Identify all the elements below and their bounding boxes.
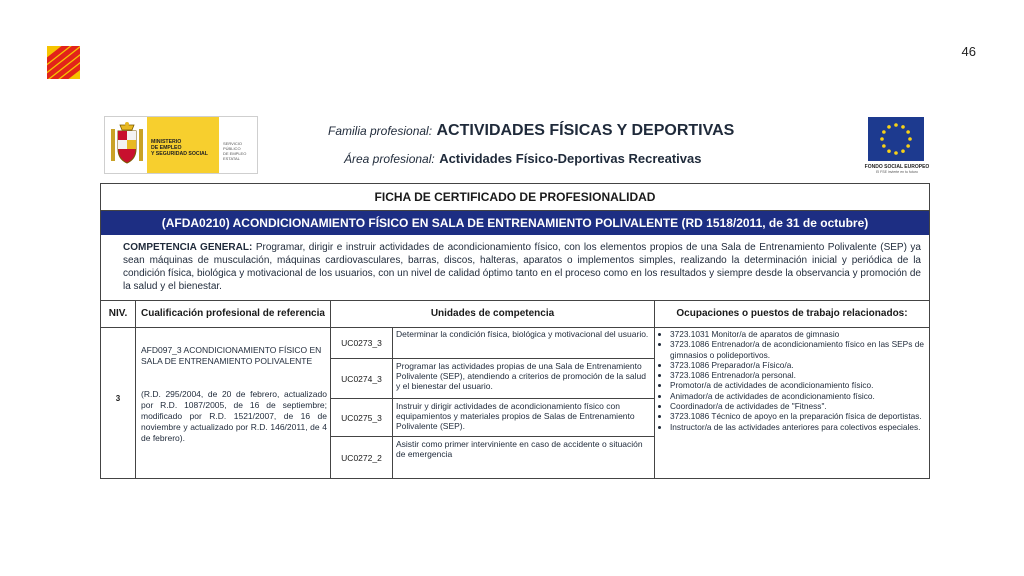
competencia-general — [101, 236, 929, 301]
eu-star — [887, 149, 891, 153]
unidad-desc: Asistir como primer interviniente en caso de accidente o situación de emergencia — [396, 439, 643, 459]
ocupacion-item: • Instructor/a de las actividades anteriores para colectivos especiales. — [670, 422, 924, 432]
unidad-code: UC0275_3 — [331, 399, 393, 436]
eu-star — [908, 137, 912, 141]
ocupacion-item: • 3723.1086 Preparador/a Físico/a. — [670, 360, 924, 370]
area-label: Área profesional: — [344, 152, 435, 166]
unidad-row — [331, 437, 654, 478]
unidad-row — [331, 359, 654, 399]
eu-star — [882, 130, 886, 134]
eu-flag-icon — [868, 117, 924, 161]
eu-star — [906, 130, 910, 134]
unidad-desc: Programar las actividades propias de una Sala de Entrenamiento Polivalente (SEP), atendiendo a criterios de promoción de la salud y el bienestar del usuario. — [396, 361, 646, 391]
competencia-label: COMPETENCIA GENERAL: — [123, 242, 253, 253]
eu-star — [894, 123, 898, 127]
employment-service-name: SERVICIO PÚBLICO DE EMPLEO ESTATAL — [223, 141, 247, 161]
table-header-row — [101, 301, 929, 328]
unidades-list — [331, 327, 654, 478]
column-divider — [654, 301, 655, 478]
area-value: Actividades Físico-Deportivas Recreativas — [439, 151, 702, 166]
eu-star — [882, 144, 886, 148]
ministry-logo — [104, 116, 258, 174]
ocupacion-item: • Promotor/a de actividades de acondicionamiento físico. — [670, 380, 924, 390]
ocupacion-item: • Coordinador/a de actividades de "Fitness". — [670, 401, 924, 411]
eu-star — [901, 125, 905, 129]
ocupacion-item: • Animador/a de actividades de acondicionamiento físico. — [670, 391, 924, 401]
certificate-table — [100, 183, 930, 479]
spain-coat-of-arms-icon — [109, 121, 145, 169]
unidad-code: UC0273_3 — [331, 327, 393, 358]
unidad-code: UC0274_3 — [331, 359, 393, 398]
fiche-title: FICHA DE CERTIFICADO DE PROFESIONALIDAD — [101, 184, 929, 211]
ocupaciones-list — [658, 329, 924, 432]
eu-fund-subcaption: El FSE invierte en tu futuro — [876, 170, 918, 174]
certificate-code-title: (AFDA0210) ACONDICIONAMIENTO FÍSICO EN SALA DE ENTRENAMIENTO POLIVALENTE (RD 1518/2011, de 31 de octubre) — [101, 211, 929, 235]
eu-star — [901, 149, 905, 153]
unidad-desc: Determinar la condición física, biológica y motivacional del usuario. — [396, 329, 649, 339]
competencia-text: Programar, dirigir e instruir actividades de acondicionamiento físico, con los elementos propios de una Sala de Entrenamiento Polivalente (SEP) ya sean máquinas de musculación, máquinas cardiovasculares, barras, discos, halteras, aparatos o implementos simples, realizando la determinación inicial y periódica de la condición física, biológica y motivacional de los usuarios, con un nivel de calidad óptimo tanto en el proceso como en los resultados y siempre desde la observancia y promoción de la salud y el bienestar. — [123, 242, 921, 292]
unidad-row — [331, 399, 654, 437]
cualificacion-rd: (R.D. 295/2004, de 20 de febrero, actualizado por R.D. 1087/2005, de 16 de septiembre; modificado por R.D. 1521/2007, de 16 de noviembre y actualizado por R.D. 146/2011, de 4 de febrero). — [141, 389, 327, 443]
column-divider — [135, 301, 136, 478]
eu-star — [894, 151, 898, 155]
eu-star — [906, 144, 910, 148]
nivel-value: 3 — [115, 394, 121, 403]
ministry-name: MINISTERIO DE EMPLEO Y SEGURIDAD SOCIAL — [151, 139, 208, 157]
eu-fund-caption: FONDO SOCIAL EUROPEO — [864, 164, 930, 170]
ocupacion-item: • 3723.1086 Entrenador/a personal. — [670, 370, 924, 380]
eu-star — [887, 125, 891, 129]
familia-profesional — [328, 122, 734, 140]
aragon-flag-logo — [47, 46, 80, 79]
ocupacion-item: • 3723.1086 Técnico de apoyo en la preparación física de deportistas. — [670, 411, 924, 421]
header-unidades: Unidades de competencia — [430, 308, 555, 319]
ocupacion-item: • 3723.1031 Monitor/a de aparatos de gimnasio — [670, 329, 924, 339]
header-ocupaciones: Ocupaciones o puestos de trabajo relacionados: — [676, 308, 908, 319]
page-number: 46 — [961, 44, 976, 59]
unidad-desc: Instruir y dirigir actividades de acondicionamiento físico con equipamientos y materiales propios de Salas de Entrenamiento Polivalente (SEP). — [396, 401, 635, 431]
cualificacion-name: AFD097_3 ACONDICIONAMIENTO FÍSICO EN SALA DE ENTRENAMIENTO POLIVALENTE — [141, 345, 322, 366]
familia-label: Familia profesional: — [328, 124, 433, 138]
area-profesional — [344, 150, 701, 168]
header-niv: NIV. — [108, 308, 128, 319]
header-cualificacion: Cualificación profesional de referencia — [141, 308, 325, 319]
unidad-code: UC0272_2 — [331, 437, 393, 478]
unidad-row — [331, 327, 654, 359]
ocupacion-item: • 3723.1086 Entrenador/a de acondicionamiento físico en las SEPs de gimnasios o polideportivos. — [670, 339, 924, 360]
familia-value: ACTIVIDADES FÍSICAS Y DEPORTIVAS — [436, 122, 735, 139]
eu-star — [880, 137, 884, 141]
